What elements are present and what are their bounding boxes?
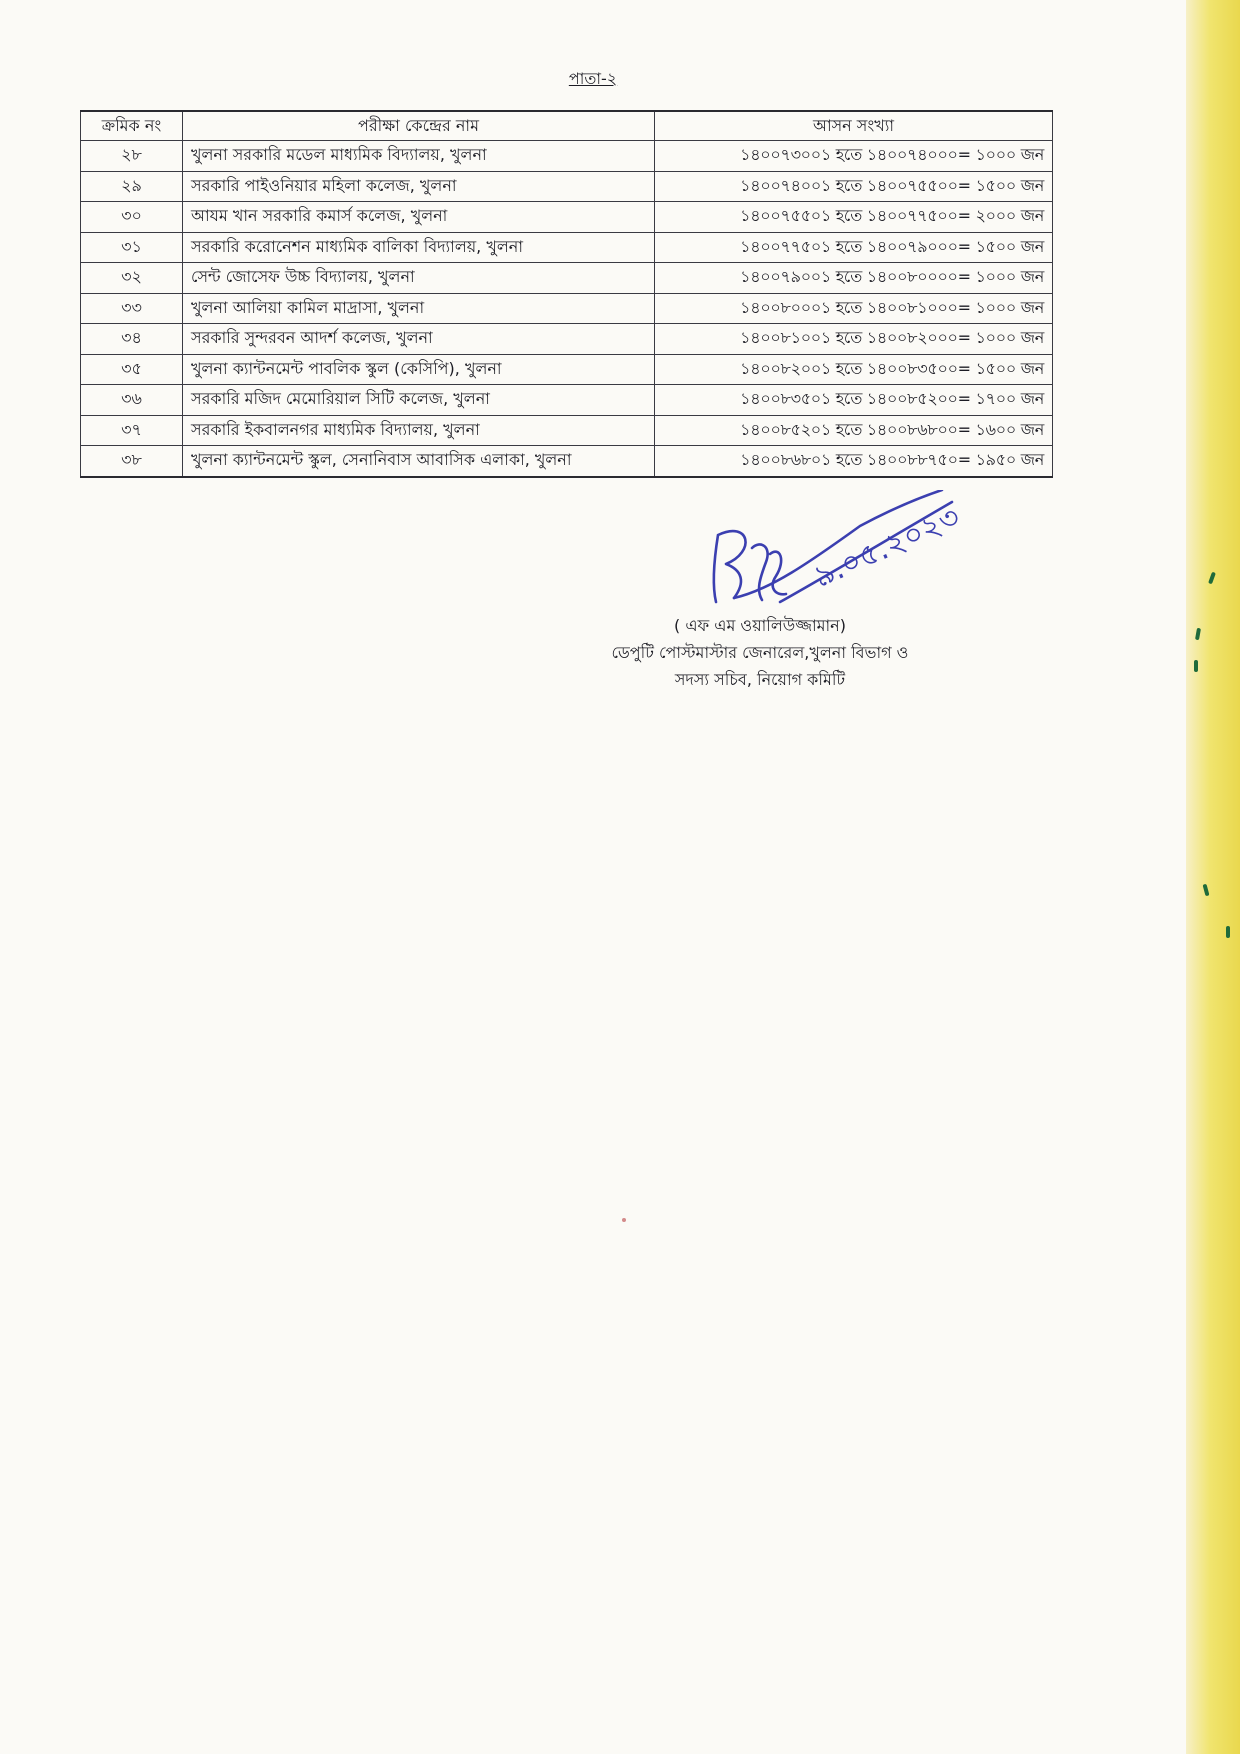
table-row (81, 171, 1053, 202)
table-row (81, 141, 1053, 172)
serial-cell: ৩৩ (81, 293, 183, 324)
center-name-cell: সরকারি সুন্দরবন আদর্শ কলেজ, খুলনা (183, 324, 655, 355)
edge-mark (1208, 572, 1216, 585)
serial-cell: ২৮ (81, 141, 183, 172)
seat-count-cell: ১৪০০৭৩০০১ হতে ১৪০০৭৪০০০= ১০০০ জন (655, 141, 1053, 172)
signatory-designation: ডেপুটি পোস্টমাস্টার জেনারেল,খুলনা বিভাগ ও (611, 643, 909, 662)
center-name-cell: খুলনা সরকারি মডেল মাধ্যমিক বিদ্যালয়, খুলনা (183, 141, 655, 172)
table-row (81, 415, 1053, 446)
center-name-cell: আযম খান সরকারি কমার্স কলেজ, খুলনা (183, 202, 655, 233)
serial-cell: ৩৫ (81, 354, 183, 385)
edge-mark (1195, 628, 1201, 641)
center-name-cell: সরকারি মজিদ মেমোরিয়াল সিটি কলেজ, খুলনা (183, 385, 655, 416)
table-header-row (81, 111, 1053, 141)
paper-edge-strip (1186, 0, 1240, 1754)
table-row (81, 202, 1053, 233)
signatory-name: ( এফ এম ওয়ালিউজ্জামান) (674, 616, 846, 635)
center-name-cell: সরকারি পাইওনিয়ার মহিলা কলেজ, খুলনা (183, 171, 655, 202)
table-row (81, 354, 1053, 385)
serial-cell: ৩৬ (81, 385, 183, 416)
seat-count-cell: ১৪০০৮২০০১ হতে ১৪০০৮৩৫০০= ১৫০০ জন (655, 354, 1053, 385)
table-row (81, 293, 1053, 324)
serial-cell: ৩৪ (81, 324, 183, 355)
paper-speck (622, 1218, 626, 1222)
center-name-cell: সরকারি ইকবালনগর মাধ্যমিক বিদ্যালয়, খুলনা (183, 415, 655, 446)
seat-count-cell: ১৪০০৭৭৫০১ হতে ১৪০০৭৯০০০= ১৫০০ জন (655, 232, 1053, 263)
seat-count-cell: ১৪০০৮৩৫০১ হতে ১৪০০৮৫২০০= ১৭০০ জন (655, 385, 1053, 416)
table-body (81, 141, 1053, 477)
seat-count-cell: ১৪০০৭৫৫০১ হতে ১৪০০৭৭৫০০= ২০০০ জন (655, 202, 1053, 233)
table-row (81, 324, 1053, 355)
center-name-cell: খুলনা আলিয়া কামিল মাদ্রাসা, খুলনা (183, 293, 655, 324)
signature-drawing (690, 490, 1010, 625)
serial-cell: ২৯ (81, 171, 183, 202)
table-row (81, 385, 1053, 416)
serial-cell: ৩০ (81, 202, 183, 233)
serial-cell: ৩১ (81, 232, 183, 263)
edge-mark (1194, 660, 1198, 672)
signatory-block (540, 612, 980, 693)
seat-count-cell: ১৪০০৮০০০১ হতে ১৪০০৮১০০০= ১০০০ জন (655, 293, 1053, 324)
center-name-cell: সেন্ট জোসেফ উচ্চ বিদ্যালয়, খুলনা (183, 263, 655, 294)
seat-count-cell: ১৪০০৭৪০০১ হতে ১৪০০৭৫৫০০= ১৫০০ জন (655, 171, 1053, 202)
header-serial: ক্রমিক নং (81, 111, 183, 141)
page-number-label: পাতা-২ (568, 69, 618, 88)
table-row (81, 446, 1053, 477)
seat-count-cell: ১৪০০৮৬৮০১ হতে ১৪০০৮৮৭৫০= ১৯৫০ জন (655, 446, 1053, 477)
edge-mark (1203, 884, 1210, 897)
serial-cell: ৩২ (81, 263, 183, 294)
seat-count-cell: ১৪০০৮১০০১ হতে ১৪০০৮২০০০= ১০০০ জন (655, 324, 1053, 355)
center-name-cell: খুলনা ক্যান্টনমেন্ট স্কুল, সেনানিবাস আবাসিক এলাকা, খুলনা (183, 446, 655, 477)
seat-count-cell: ১৪০০৭৯০০১ হতে ১৪০০৮০০০০= ১০০০ জন (655, 263, 1053, 294)
header-seat-count: আসন সংখ্যা (655, 111, 1053, 141)
seat-count-cell: ১৪০০৮৫২০১ হতে ১৪০০৮৬৮০০= ১৬০০ জন (655, 415, 1053, 446)
signatory-role: সদস্য সচিব, নিয়োগ কমিটি (674, 670, 846, 689)
center-name-cell: খুলনা ক্যান্টনমেন্ট পাবলিক স্কুল (কেসিপি), খুলনা (183, 354, 655, 385)
serial-cell: ৩৮ (81, 446, 183, 477)
header-center-name: পরীক্ষা কেন্দ্রের নাম (183, 111, 655, 141)
exam-centers-table (80, 110, 1053, 478)
signature-date: ৯.০৫.২০২৩ (808, 499, 966, 595)
signature (690, 490, 1010, 625)
serial-cell: ৩৭ (81, 415, 183, 446)
table-row (81, 232, 1053, 263)
table-row (81, 263, 1053, 294)
center-name-cell: সরকারি করোনেশন মাধ্যমিক বালিকা বিদ্যালয়, খুলনা (183, 232, 655, 263)
edge-mark (1226, 926, 1230, 938)
